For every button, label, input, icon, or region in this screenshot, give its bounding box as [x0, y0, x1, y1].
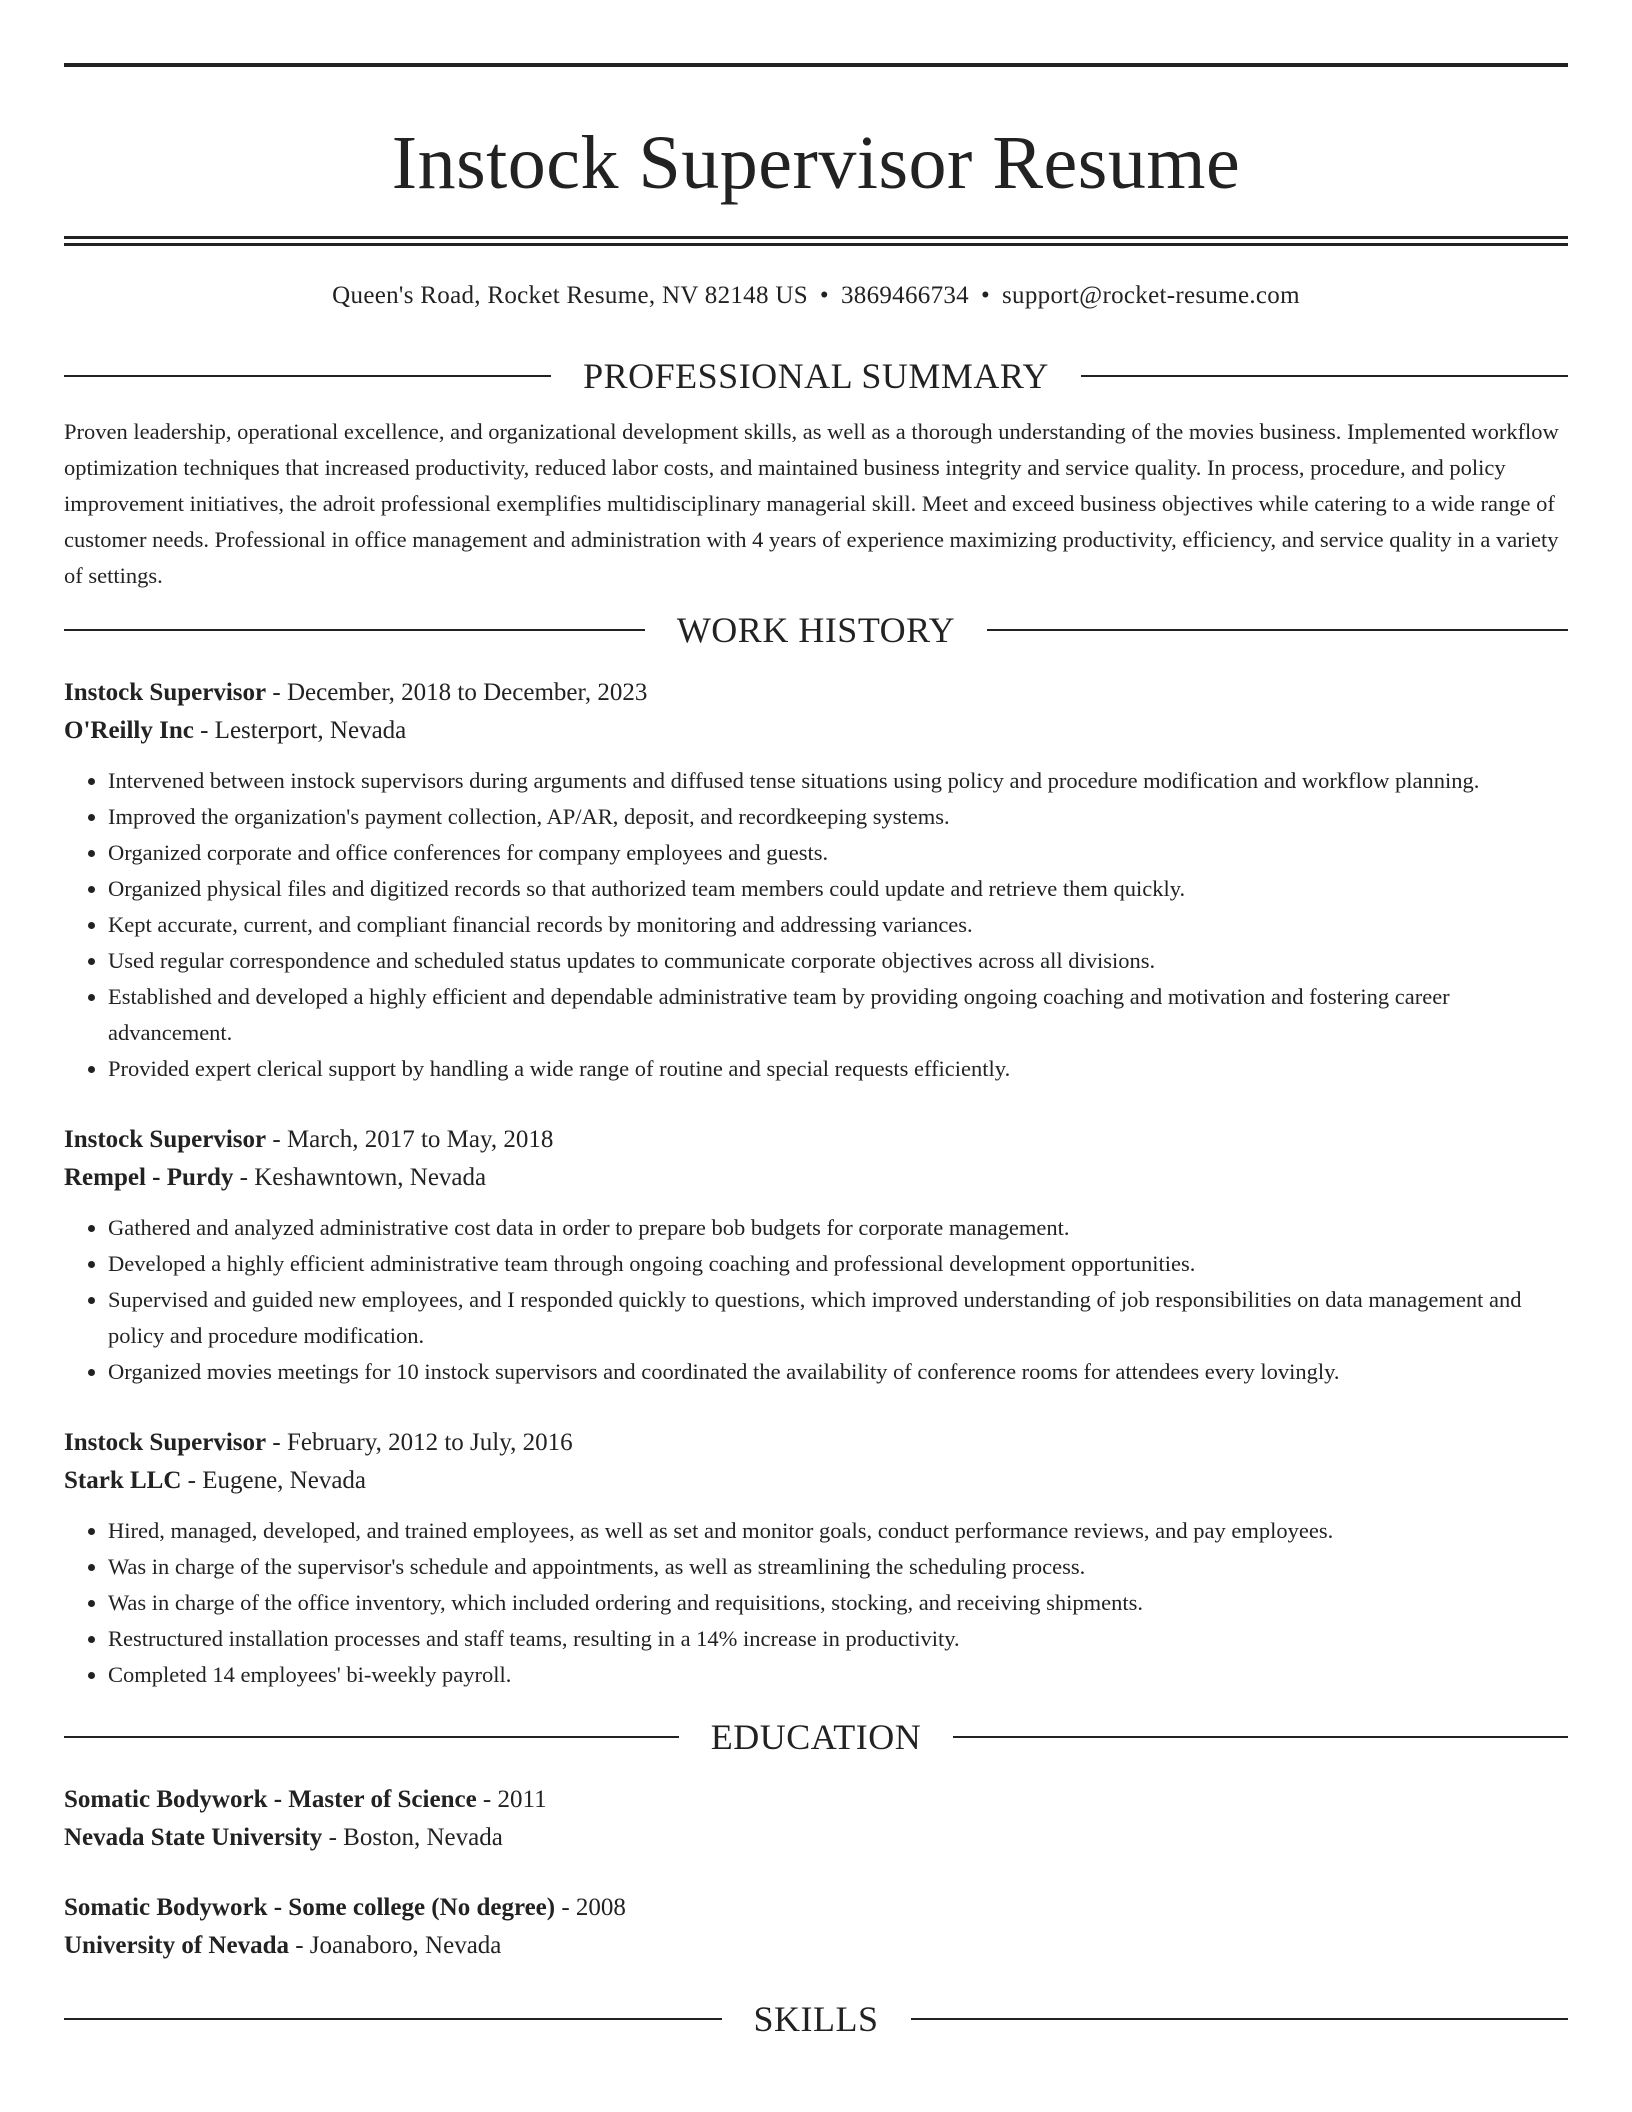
job-title-line [64, 1424, 1568, 1462]
job-bullet: • Was in charge of the supervisor's schedule and appointments, as well as streamlining the scheduling process. [108, 1549, 1568, 1585]
job-bullet: • Intervened between instock supervisors during arguments and diffused tense situations using policy and procedure modification and workflow planning. [108, 763, 1568, 799]
divider-line [1081, 375, 1568, 377]
education-entry [64, 1781, 1568, 1857]
job-title: Instock Supervisor [64, 1429, 267, 1456]
education-year: - 2008 [555, 1894, 626, 1921]
section-title-summary: PROFESSIONAL SUMMARY [583, 356, 1049, 396]
education-degree: Somatic Bodywork - Master of Science [64, 1786, 477, 1813]
contact-line [64, 280, 1568, 312]
job-bullet: • Improved the organization's payment collection, AP/AR, deposit, and recordkeeping systems. [108, 799, 1568, 835]
job-dates: - February, 2012 to July, 2016 [266, 1429, 573, 1456]
section-heading-work [64, 610, 1568, 650]
divider-line [64, 2018, 722, 2020]
job-company: O'Reilly Inc [64, 717, 194, 744]
top-rule [64, 63, 1568, 67]
job-bullet: • Kept accurate, current, and compliant financial records by monitoring and addressing variances. [108, 907, 1568, 943]
job-entry [64, 1121, 1568, 1390]
job-location: - Lesterport, Nevada [193, 717, 407, 744]
job-bullet: • Provided expert clerical support by handling a wide range of routine and special requests efficiently. [108, 1051, 1568, 1087]
job-bullets [64, 763, 1568, 1087]
job-bullet: • Organized movies meetings for 10 instock supervisors and coordinated the availability of conference rooms for attendees every lovingly. [108, 1354, 1568, 1390]
job-company-line [64, 1159, 1568, 1197]
job-bullet: • Established and developed a highly efficient and dependable administrative team by providing ongoing coaching and motivation and fostering career advancement. [108, 979, 1568, 1051]
contact-phone: 3869466734 [840, 282, 969, 309]
education-degree-line [64, 1781, 1568, 1819]
job-dates: - March, 2017 to May, 2018 [266, 1126, 554, 1153]
job-title-line [64, 674, 1568, 712]
job-entry [64, 674, 1568, 1087]
education-school: University of Nevada [64, 1932, 289, 1959]
job-company-line [64, 1462, 1568, 1500]
job-company: Stark LLC [64, 1467, 182, 1494]
job-bullet: • Was in charge of the office inventory, which included ordering and requisitions, stocking, and receiving shipments. [108, 1585, 1568, 1621]
resume-page [64, 0, 1568, 2039]
job-bullet: • Hired, managed, developed, and trained employees, as well as set and monitor goals, conduct performance reviews, and pay employees. [108, 1513, 1568, 1549]
job-bullet: • Completed 14 employees' bi-weekly payroll. [108, 1657, 1568, 1693]
divider-line [911, 2018, 1569, 2020]
contact-email: support@rocket-resume.com [1002, 282, 1300, 309]
education-location: - Joanaboro, Nevada [288, 1932, 502, 1959]
job-title-line [64, 1121, 1568, 1159]
contact-separator: • [980, 282, 991, 309]
job-location: - Keshawntown, Nevada [233, 1164, 487, 1191]
job-bullets [64, 1210, 1568, 1390]
education-degree-line [64, 1889, 1568, 1927]
divider-line [987, 629, 1568, 631]
contact-address: Queen's Road, Rocket Resume, NV 82148 US [332, 282, 808, 309]
resume-title: Instock Supervisor Resume [391, 121, 1241, 205]
section-heading-education [64, 1717, 1568, 1757]
education-degree: Somatic Bodywork - Some college (No degree) [64, 1894, 556, 1921]
job-bullet: • Gathered and analyzed administrative cost data in order to prepare bob budgets for corporate management. [108, 1210, 1568, 1246]
job-company: Rempel - Purdy [64, 1164, 234, 1191]
job-company-line [64, 712, 1568, 750]
education-school-line [64, 1819, 1568, 1857]
divider-line [64, 629, 645, 631]
job-bullet: • Supervised and guided new employees, and I responded quickly to questions, which improved understanding of job responsibilities on data management and policy and procedure modification. [108, 1282, 1568, 1354]
section-title-work: WORK HISTORY [676, 610, 956, 650]
education-year: - 2011 [476, 1786, 547, 1813]
job-title: Instock Supervisor [64, 679, 267, 706]
education-school: Nevada State University [64, 1824, 323, 1851]
job-entry [64, 1424, 1568, 1693]
section-title-skills: SKILLS [753, 1999, 879, 2039]
summary-text: Proven leadership, operational excellence, and organizational development skills, as well as a thorough understanding of the movies business. Implemented workflow optimization techniques that increased productivity, reduced labor costs, and maintained business integrity and service quality. In process, procedure, and policy improvement initiatives, the adroit professional exemplifies multidisciplinary managerial skill. Meet and exceed business objectives while catering to a wide range of customer needs. Professional in office management and administration with 4 years of experience maximizing productivity, efficiency, and service quality in a variety of settings. [64, 419, 1559, 588]
education-location: - Boston, Nevada [322, 1824, 503, 1851]
job-title: Instock Supervisor [64, 1126, 267, 1153]
job-bullets [64, 1513, 1568, 1693]
contact-separator: • [819, 282, 829, 309]
job-bullet: • Restructured installation processes and staff teams, resulting in a 14% increase in productivity. [108, 1621, 1568, 1657]
title-double-rule [64, 236, 1568, 246]
section-heading-skills [64, 1999, 1568, 2039]
job-bullet: • Developed a highly efficient administrative team through ongoing coaching and professional development opportunities. [108, 1246, 1568, 1282]
job-bullet: • Organized physical files and digitized records so that authorized team members could update and retrieve them quickly. [108, 871, 1568, 907]
job-bullet: • Organized corporate and office conferences for company employees and guests. [108, 835, 1568, 871]
job-location: - Eugene, Nevada [181, 1467, 367, 1494]
education-school-line [64, 1927, 1568, 1965]
divider-line [953, 1736, 1568, 1738]
job-bullet: • Used regular correspondence and scheduled status updates to communicate corporate objectives across all divisions. [108, 943, 1568, 979]
divider-line [64, 1736, 679, 1738]
section-title-education: EDUCATION [710, 1717, 922, 1757]
education-entry [64, 1889, 1568, 1965]
section-heading-summary [64, 356, 1568, 396]
job-dates: - December, 2018 to December, 2023 [266, 679, 648, 706]
divider-line [64, 375, 551, 377]
